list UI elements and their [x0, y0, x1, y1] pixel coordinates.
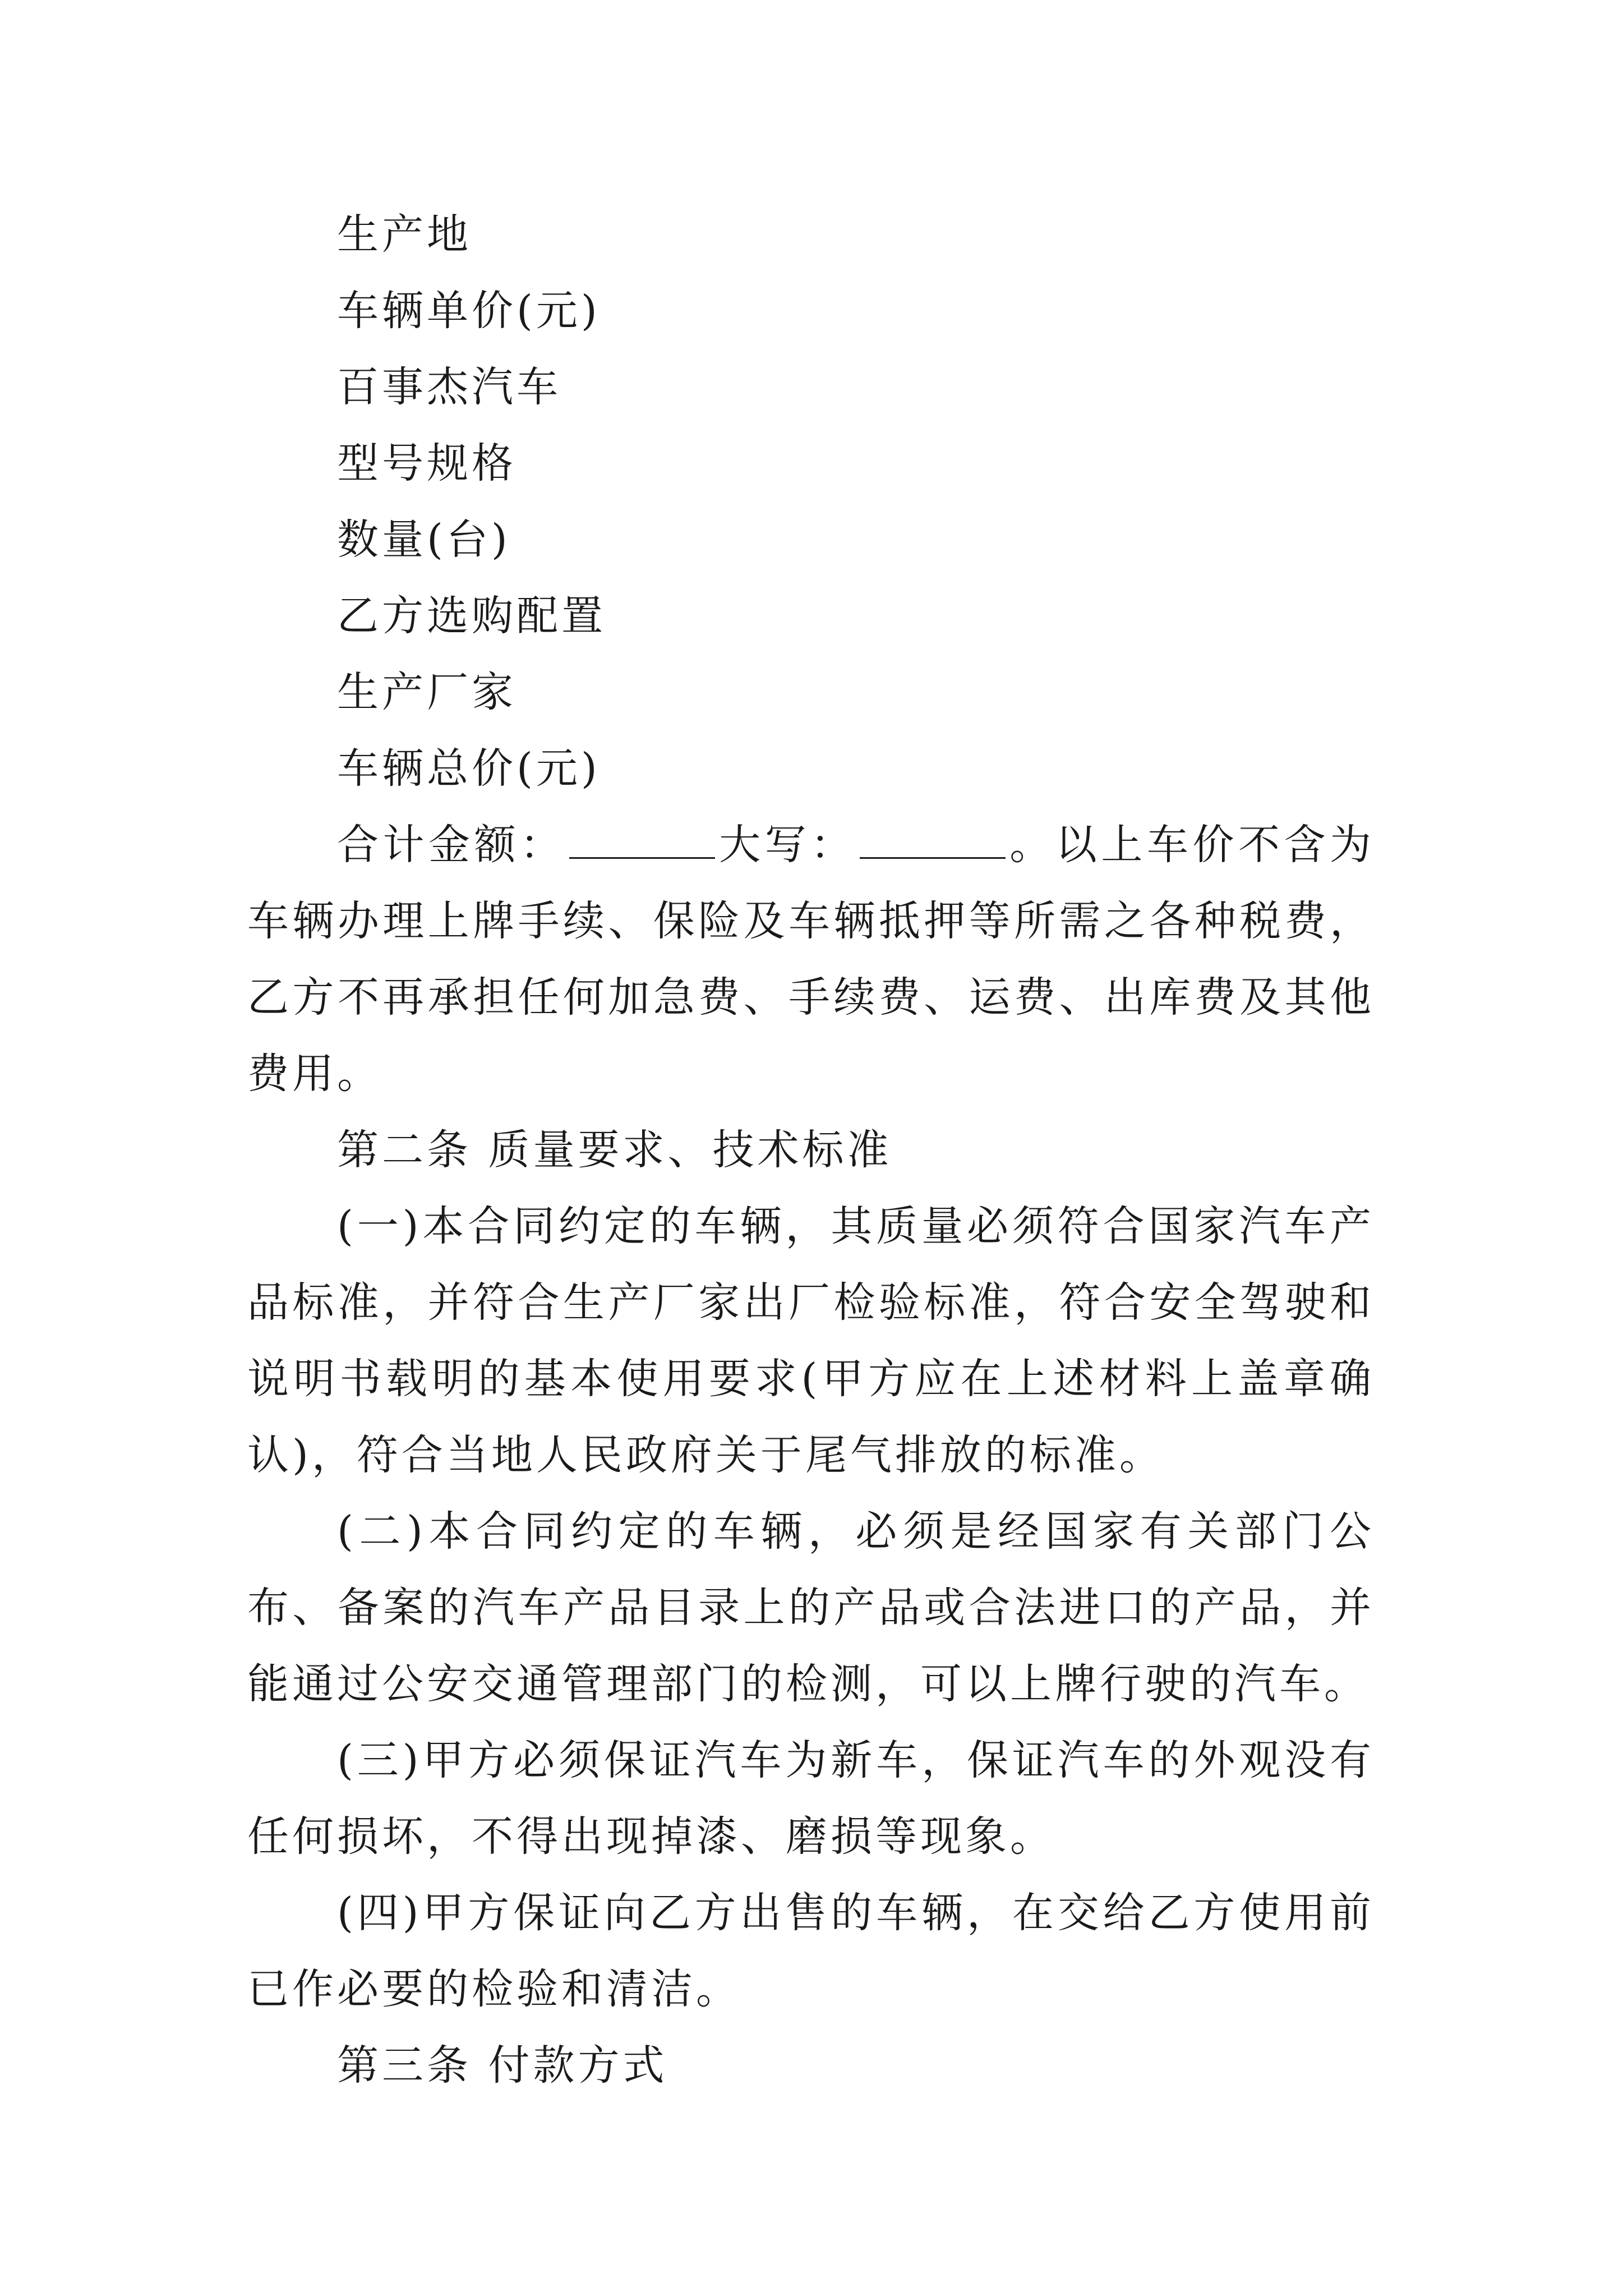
item-total-price: 车辆总价(元)	[337, 744, 601, 793]
article-2-clause-3: (三)甲方必须保证汽车为新车，保证汽车的外观没有任何损坏，不得出现掉漆、磨损等现象。	[247, 1736, 1375, 1861]
total-amount-blank	[569, 823, 715, 859]
article-3-heading: 第三条 付款方式	[337, 2041, 668, 2090]
item-manufacturer: 生产厂家	[337, 668, 517, 716]
item-configuration: 乙方选购配置	[337, 592, 606, 640]
article-2-clause-1: (一)本合同约定的车辆，其质量必须符合国家汽车产品标准，并符合生产厂家出厂检验标准，符合安全驾驶和说明书载明的基本使用要求(甲方应在上述材料上盖章确认)，符合当地人民政府关于尾气排放的标准。	[247, 1202, 1375, 1479]
item-unit-price: 车辆单价(元)	[337, 287, 601, 335]
item-brand: 百事杰汽车	[337, 363, 561, 411]
upper-case-label: 大写：	[718, 821, 856, 869]
article-2-clause-2: (二)本合同约定的车辆，必须是经国家有关部门公布、备案的汽车产品目录上的产品或合法进口的产品，并能通过公安交通管理部门的检测，可以上牌行驶的汽车。	[247, 1507, 1375, 1708]
item-quantity: 数量(台)	[337, 516, 511, 564]
upper-case-blank	[860, 823, 1006, 859]
item-origin: 生产地	[337, 210, 472, 259]
document-body	[247, 196, 1375, 2104]
amount-note: 。以上车价不含为车辆办理上牌手续、保险及车辆抵押等所需之各种税费，乙方不再承担任何加急费、手续费、运费、出库费及其他费用。	[247, 821, 1375, 1098]
article-2-heading: 第二条 质量要求、技术标准	[337, 1126, 892, 1174]
total-amount-paragraph	[247, 807, 1375, 1112]
item-model: 型号规格	[337, 439, 517, 487]
article-2-clause-4: (四)甲方保证向乙方出售的车辆，在交给乙方使用前已作必要的检验和清洁。	[247, 1889, 1375, 2013]
total-amount-label: 合计金额：	[337, 821, 566, 869]
